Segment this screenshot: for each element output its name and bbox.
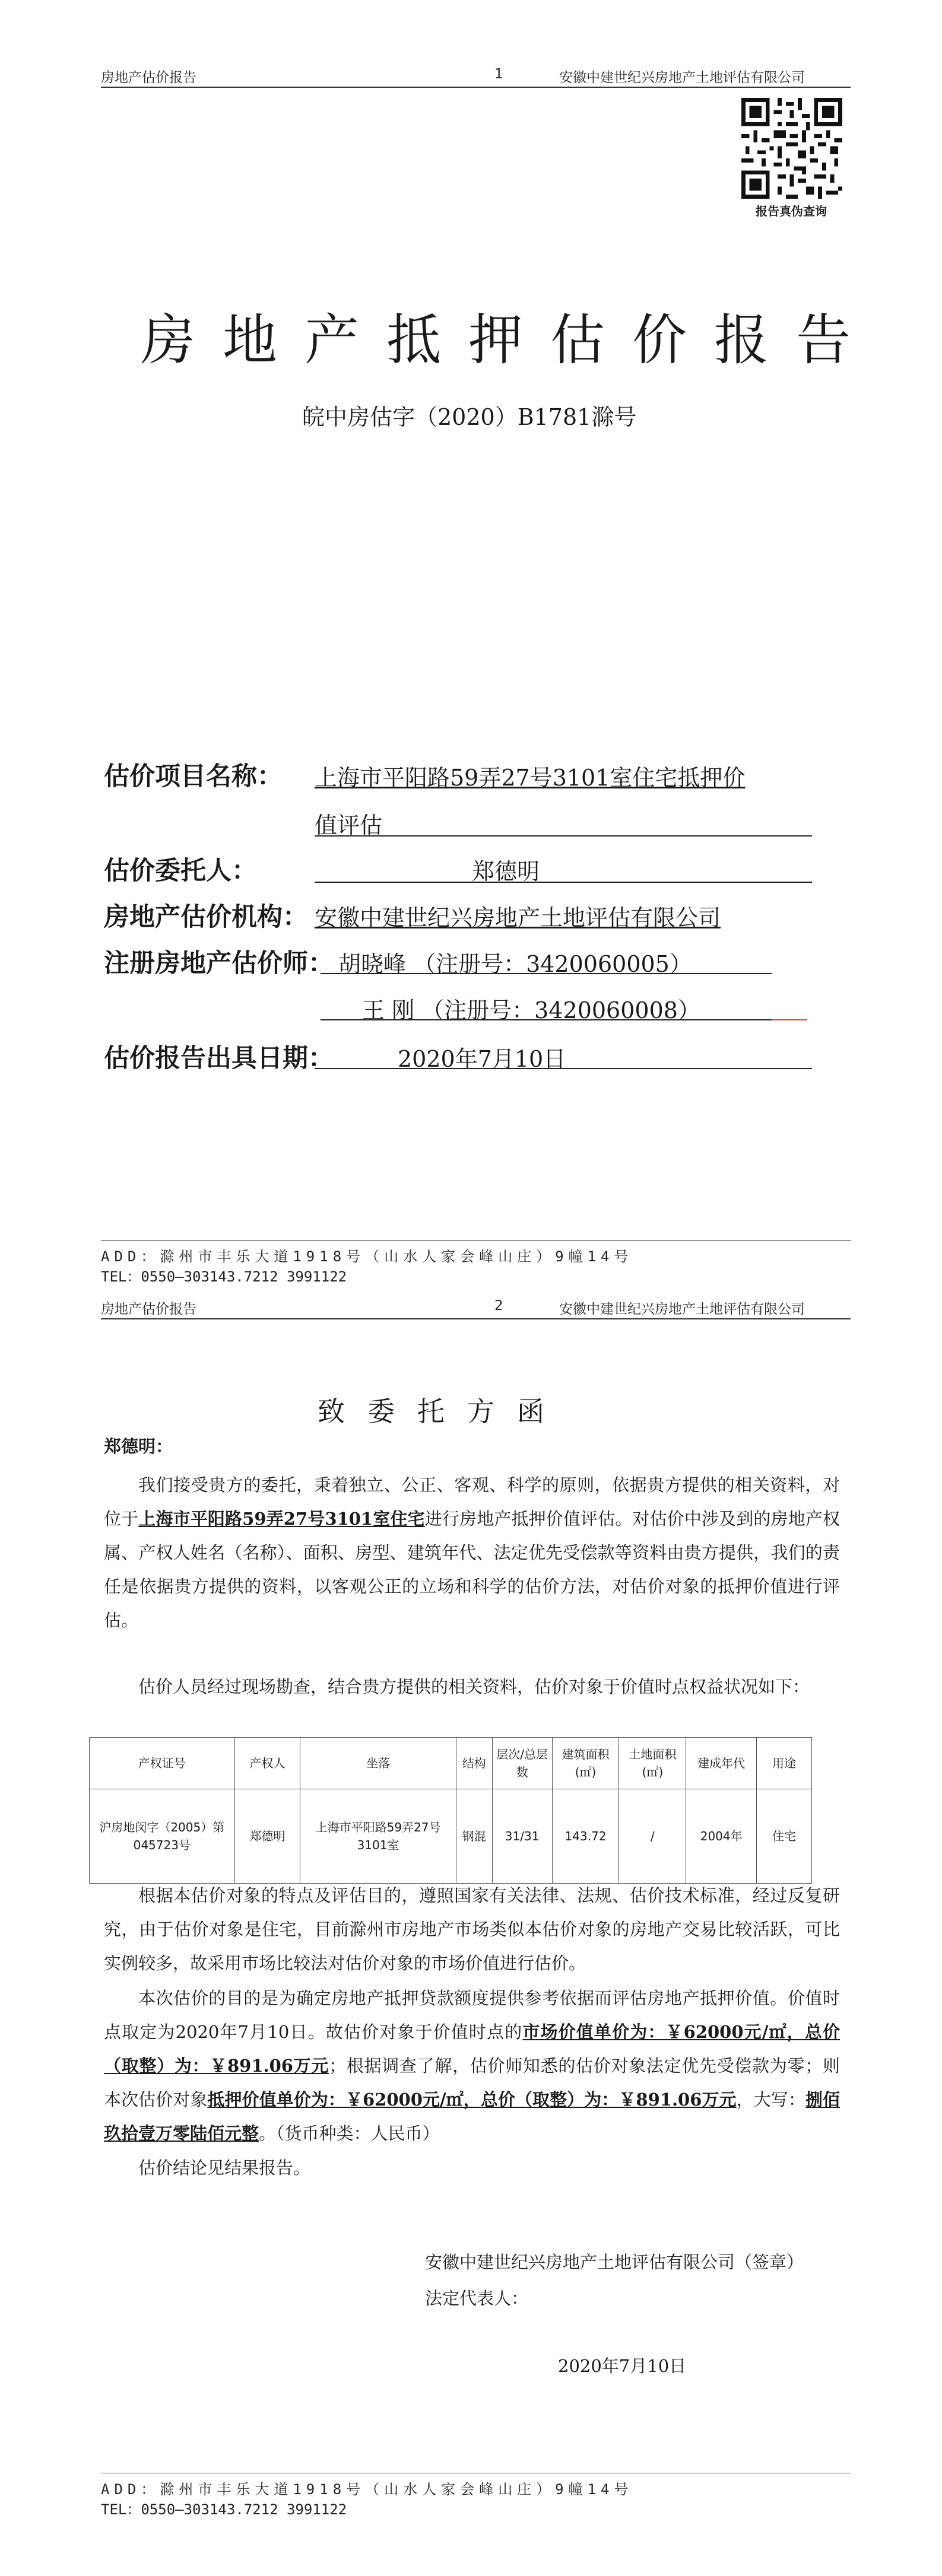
client-value: 郑德明 [472, 858, 540, 885]
amount-in-words: 捌佰玖拾壹万零陆佰元整 [104, 2090, 840, 2144]
project-name-label: 估价项目名称： [104, 762, 283, 791]
table-header-row [90, 1738, 812, 1789]
issue-date-value: 2020年7月10日 [398, 1046, 566, 1072]
footer-tel: TEL：0550—303143.7212 3991122 [101, 2501, 347, 2518]
table-header-cell: 用途 [757, 1738, 812, 1789]
red-mark [772, 1019, 807, 1020]
appraiser-1: 胡晓峰 （注册号：3420060005） [338, 951, 692, 977]
property-address: 上海市平阳路59弄27号3101室住宅 [138, 1509, 425, 1529]
date-underline [315, 1068, 812, 1069]
salutation: 郑德明： [104, 1436, 173, 1456]
property-rights-table [89, 1737, 812, 1884]
paragraph-2: 估价人员经过现场勘查，结合贵方提供的相关资料，估价对象于价值时点权益状况如下： [138, 1677, 810, 1697]
header-page-number: 2 [494, 1298, 503, 1314]
header-left: 房地产估价报告 [101, 1302, 196, 1317]
project-name-line1: 上海市平阳路59弄27号3101室住宅抵押价 [315, 765, 746, 791]
signature-company: 安徽中建世纪兴房地产土地评估有限公司（签章） [425, 2252, 804, 2272]
table-cell: 郑德明 [234, 1789, 300, 1884]
table-header-cell: 结构 [456, 1738, 492, 1789]
table-header-cell: 产权证号 [90, 1738, 235, 1789]
table-header-cell: 土地面积(㎡) [619, 1738, 686, 1789]
mortgage-value: 抵押价值单价为：￥62000元/㎡，总价（取整）为：￥891.06万元 [207, 2090, 737, 2110]
appraiser-2: 王 刚 （注册号：3420060008） [362, 997, 700, 1023]
report-title: 房地产抵押估价报告 [141, 309, 878, 372]
footer-address: ADD：滁州市丰乐大道1918号（山水人家会峰山庄）9幢14号 [101, 1248, 633, 1265]
table-cell: / [619, 1789, 686, 1884]
client-underline [315, 882, 812, 883]
appraiser-1-underline [321, 973, 772, 974]
legal-representative: 法定代表人： [425, 2288, 529, 2308]
paragraph-3: 根据本估价对象的特点及评估目的，遵照国家有关法律、法规、估价技术标准，经过反复研究，由于估价对象是住宅，目前滁州市房地产市场类似本估价对象的房地产交易比较活跃，可比实例较多，故采用市场比较法对估价对象的市场价值进行估价。 [104, 1885, 840, 1973]
table-cell: 2004年 [686, 1789, 757, 1884]
qr-caption: 报告真伪查询 [756, 204, 827, 218]
table-cell: 31/31 [492, 1789, 552, 1884]
header-right: 安徽中建世纪兴房地产土地评估有限公司 [559, 70, 805, 85]
qr-code-icon [741, 98, 842, 199]
header-page-number: 1 [494, 66, 503, 82]
footer-tel: TEL：0550—303143.7212 3991122 [101, 1268, 347, 1285]
issue-date-label: 估价报告出具日期： [104, 1044, 334, 1073]
letter-title: 致委托方函 [318, 1395, 567, 1427]
table-header-cell: 建成年代 [686, 1738, 757, 1789]
agency-label: 房地产估价机构： [104, 902, 308, 932]
signature-date: 2020年7月10日 [558, 2356, 687, 2376]
footer-address: ADD：滁州市丰乐大道1918号（山水人家会峰山庄）9幢14号 [101, 2481, 633, 2498]
paragraph-4: 本次估价的目的是为确定房地产抵押贷款额度提供参考依据而评估房地产抵押价值。价值时点取定为2020年7月10日。故估价对象于价值时点的市场价值单价为：￥62000元/㎡，总价（取整）为：￥891.06万元；根据调查了解，估价师知悉的估价对象法定优先受偿款为零；则本次估价对象抵押价值单价为：￥62000元/㎡，总价（取整）为：￥891.06万元，大写：捌佰玖拾壹万零陆佰元整。（货币种类：人民币） [104, 1988, 840, 2144]
header-rule [101, 87, 851, 88]
footer-rule [101, 1240, 851, 1241]
table-row [90, 1789, 812, 1884]
header-left: 房地产估价报告 [101, 70, 196, 85]
table-header-cell: 产权人 [234, 1738, 300, 1789]
header-rule [101, 1318, 851, 1319]
agency-value: 安徽中建世纪兴房地产土地评估有限公司 [315, 905, 721, 931]
table-cell: 住宅 [757, 1789, 812, 1884]
client-label: 估价委托人： [104, 856, 257, 886]
project-name-line2: 值评估 [315, 812, 383, 838]
paragraph-1: 我们接受贵方的委托，秉着独立、公正、客观、科学的原则，依据贵方提供的相关资料，对位于上海市平阳路59弄27号3101室住宅进行房地产抵押价值评估。对估价中涉及到的房地产权属、产权人姓名（名称）、面积、房型、建筑年代、法定优先受偿款等资料由贵方提供，我们的责任是依据贵方提供的资料，以客观公正的立场和科学的估价方法，对估价对象的抵押价值进行评估。 [104, 1475, 840, 1630]
table-cell: 上海市平阳路59弄27号3101室 [300, 1789, 456, 1884]
table-cell: 143.72 [552, 1789, 619, 1884]
market-value: 市场价值单价为：￥62000元/㎡，总价（取整）为：￥891.06万元 [104, 2022, 840, 2076]
table-header-cell: 层次/总层数 [492, 1738, 552, 1789]
appraiser-2-underline [321, 1019, 772, 1020]
table-cell: 沪房地闵字（2005）第045723号 [90, 1789, 235, 1884]
header-right: 安徽中建世纪兴房地产土地评估有限公司 [559, 1302, 805, 1317]
document-number: 皖中房估字（2020）B1781滁号 [302, 404, 637, 430]
appraiser-label: 注册房地产估价师： [104, 949, 334, 978]
table-header-cell: 建筑面积(㎡) [552, 1738, 619, 1789]
paragraph-5: 估价结论见结果报告。 [138, 2158, 311, 2178]
project-underline [315, 835, 812, 837]
table-cell: 钢混 [456, 1789, 492, 1884]
table-header-cell: 坐落 [300, 1738, 456, 1789]
